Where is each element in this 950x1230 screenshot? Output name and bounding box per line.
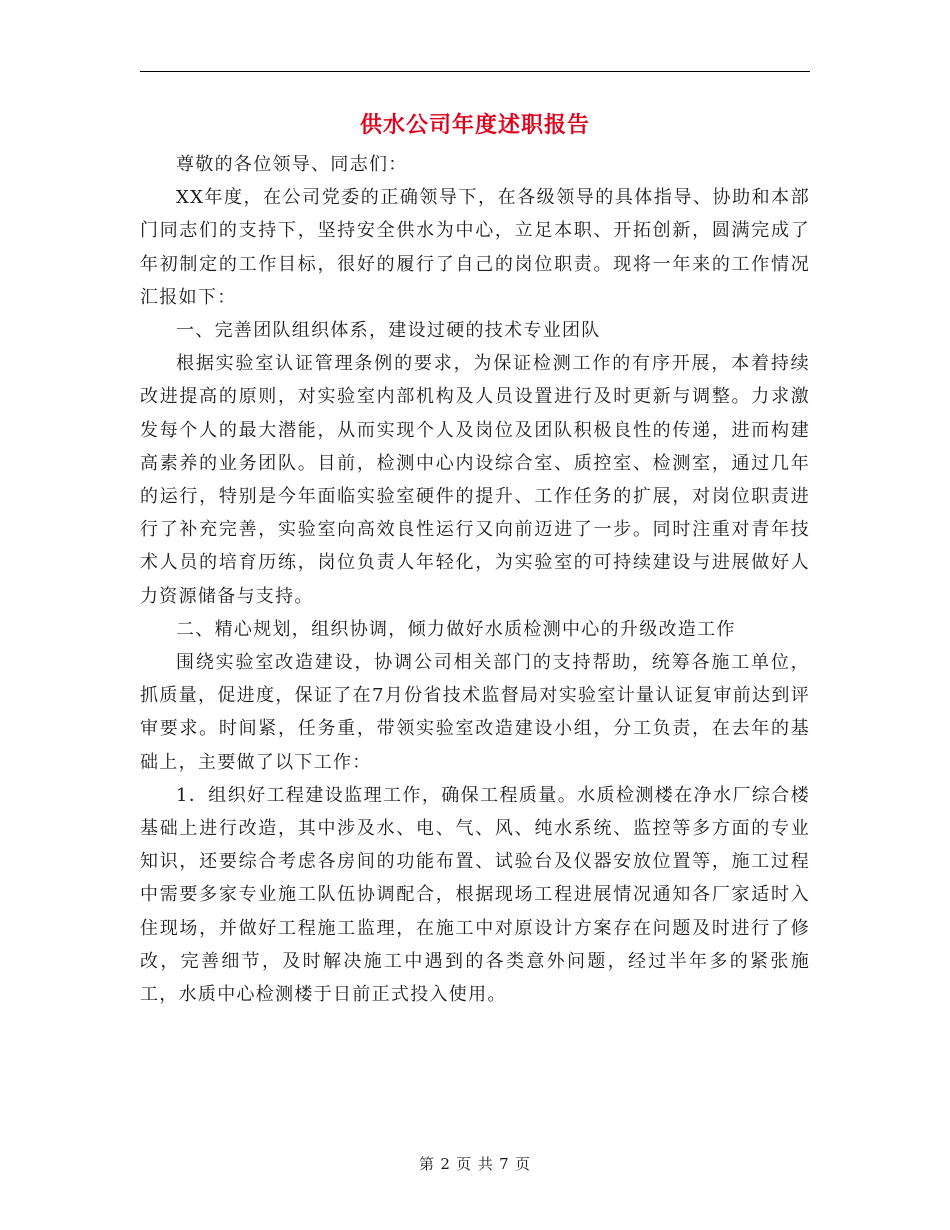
document-body	[140, 148, 810, 1011]
paragraph-renovation: 围绕实验室改造建设，协调公司相关部门的支持帮助，统筹各施工单位，抓质量，促进度，保证了在7月份省技术监督局对实验室计量认证复审前达到评审要求。时间紧，任务重，带领实验室改造建设小组，分工负责，在去年的基础上，主要做了以下工作：	[140, 652, 810, 773]
salutation: 尊敬的各位领导、同志们：	[176, 154, 408, 175]
paragraph-intro: XX年度，在公司党委的正确领导下，在各级领导的具体指导、协助和本部门同志们的支持下，坚持安全供水为中心，立足本职、开拓创新，圆满完成了年初制定的工作目标，很好的履行了自己的岗位职责。现将一年来的工作情况汇报如下：	[140, 187, 810, 308]
footer-prefix: 第	[419, 1155, 436, 1173]
paragraph-team: 根据实验室认证管理条例的要求，为保证检测工作的有序开展，本着持续改进提高的原则，对实验室内部机构及人员设置进行及时更新与调整。力求激发每个人的最大潜能，从而实现个人及岗位及团队积极良性的传递，进而构建高素养的业务团队。目前，检测中心内设综合室、质控室、检测室，通过几年的运行，特别是今年面临实验室硬件的提升、工作任务的扩展，对岗位职责进行了补充完善，实验室向高效良性运行又向前迈进了一步。同时注重对青年技术人员的培育历练，岗位负责人年轻化，为实验室的可持续建设与进展做好人力资源储备与支持。	[140, 353, 810, 607]
section-heading-1: 一、完善团队组织体系，建设过硬的技术专业团队	[176, 320, 601, 342]
header-rule	[140, 71, 810, 72]
footer-page-number: 2	[440, 1155, 451, 1173]
footer-suffix: 页	[514, 1155, 531, 1173]
paragraph-item-1: 1．组织好工程建设监理工作，确保工程质量。水质检测楼在净水厂综合楼基础上进行改造，其中涉及水、电、气、风、纯水系统、监控等多方面的专业知识，还要综合考虑各房间的功能布置、试验台及仪器安放位置等，施工过程中需要多家专业施工队伍协调配合，根据现场工程进展情况通知各厂家适时入住现场，并做好工程施工监理，在施工中对原设计方案存在问题及时进行了修改，完善细节，及时解决施工中遇到的各类意外问题，经过半年多的紧张施工，水质中心检测楼于日前正式投入使用。	[140, 784, 810, 1006]
footer-middle: 页 共	[456, 1155, 494, 1173]
document-title: 供水公司年度述职报告	[359, 112, 590, 138]
page-footer	[0, 1153, 950, 1174]
section-heading-2: 二、精心规划，组织协调，倾力做好水质检测中心的升级改造工作	[176, 618, 736, 640]
footer-total-pages: 7	[499, 1155, 510, 1173]
